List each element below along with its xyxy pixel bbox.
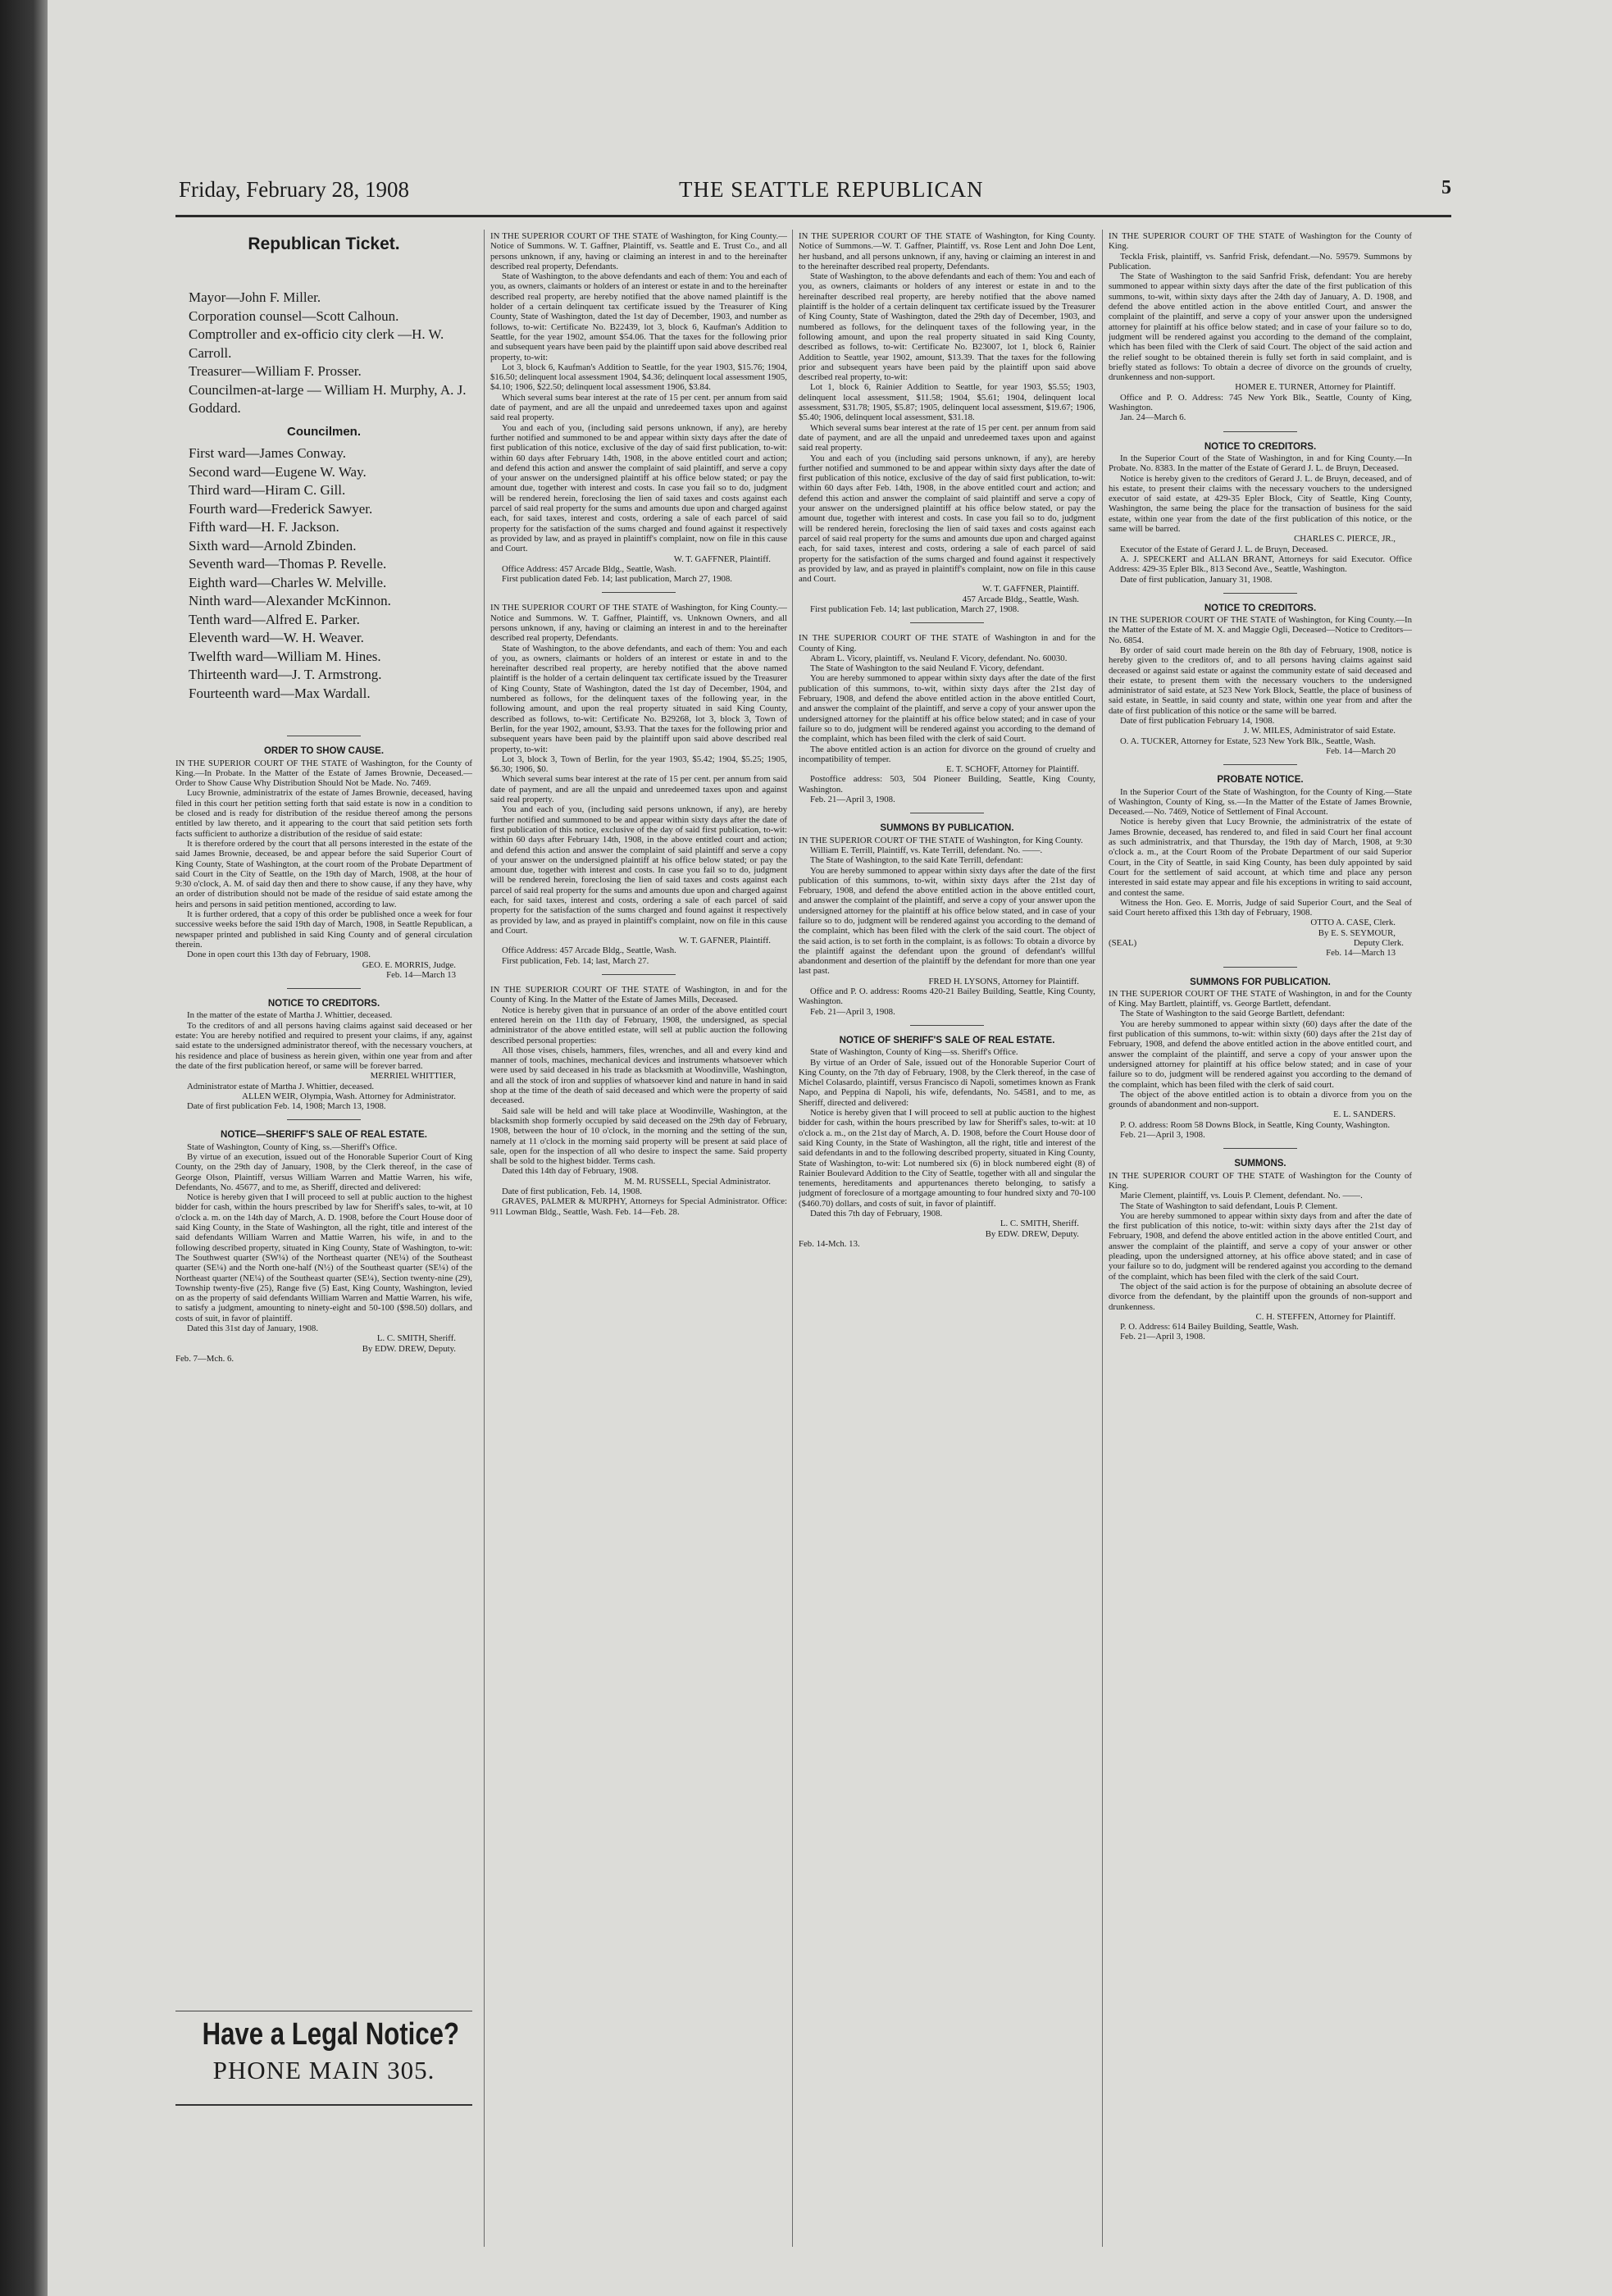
notice-paragraph: The State of Washington to said defendant, Louis P. Clement. — [1120, 1200, 1338, 1211]
ticket-line: Mayor—John F. Miller. — [189, 289, 321, 306]
notice-paragraph: You are hereby summoned to appear within sixty (60) days after the date of the first publication of this summons, to-wit: within sixty (60) days after the 21st day of February, 1908, and defend the above entitled action in the above entitled court, and answer the complaint of the plaintiff, and serve a copy of your answer upon the undersigned attorney for plaintiff at his office below stated; and in case of your failure so to do, judgment will be rendered against you according to the demand of the complaint, which has been filed with the clerk of said court. — [1109, 1018, 1412, 1090]
notice-signature-detail: Administrator estate of Martha J. Whittier, deceased. — [187, 1081, 375, 1091]
notice-heading: NOTICE OF SHERIFF'S SALE OF REAL ESTATE. — [839, 1035, 1055, 1046]
notice-attorney: O. A. TUCKER, Attorney for Estate, 523 New York Blk., Seattle, Wash. — [1120, 736, 1376, 746]
legal-notice — [175, 1142, 472, 1364]
legal-notice — [490, 231, 787, 584]
notice-paragraph: Dated this 14th day of February, 1908. — [502, 1166, 639, 1177]
legal-notice — [175, 758, 472, 981]
notice-heading: SUMMONS. — [1234, 1159, 1286, 1169]
notice-paragraph: You and each of you, (including said persons unknown, if any), are hereby further notified and summoned to be and appear within sixty days after the date of first publication of this notice, exclusive of the day of said first publication, to-wit: within 60 days after February 14th, 1908, in the above entitled court and action; and defend this action and answer the complaint of said plaintiff and serve a copy of your answer on the undersigned plaintiff at his office below stated; or pay the amount due, together with interest and costs. In case you fail so to do, judgment will be rendered herein, foreclosing the lien of said taxes and costs against each parcel of said real property for the sums and amounts due upon and charged against each, for said taxes, interest and costs, ordering a sale of each parcel of said property for the satisfaction of the sums charged and found against it respectively as provided by law, and as prayed in plaintiff's complaint, now on file in this cause and Court. — [490, 804, 787, 936]
notice-paragraph: You are hereby summoned to appear within sixty days after the date of the first publication of this summons, to-wit, within sixty days after the 21st day of February, 1908, and defend the above entitled action in the above entitled court, and answer the complaint of the plaintiff, and serve a copy of your answer upon the undersigned attorney for the plaintiff at his office below stated, and in case of your failure so to do, judgment will be rendered against you according to the demand of the complaint, which has been filed with the clerk of the said court. The object of the said action, is to set forth in the complaint, is as follows: To obtain a divorce by the plaintiff against the defendant upon the ground of defendant's willful abandonment and desertion of the plaintiff by the defendant for more than one year last past. — [799, 865, 1095, 977]
notice-paragraph: IN THE SUPERIOR COURT OF THE STATE of Washington, for King County.—Notice of Summons. W. T. Gaffner, Plaintiff, vs. Seattle and E. Trust Co., and all persons unknown, if any, having or claiming an interest in and to the hereinafter described real property, Defendants. — [490, 231, 787, 271]
notice-dates: Feb. 14-Mch. 13. — [799, 1238, 860, 1249]
notice-paragraph: By order of said court made herein on the 8th day of February, 1908, notice is hereby given to the creditors of, and to all persons having claims against said deceased or against said estate or against the community estate of said deceased and their estate, to present them with the necessary vouchers to the undersigned administrator of said estate, at 523 New York Block, Seattle, the place of business of said estate, in Seattle, in said county and state, within one year from and after the date of first publication of this notice or the same will be barred. — [1109, 645, 1412, 716]
column-4 — [1109, 231, 1412, 2273]
notice-paragraph: IN THE SUPERIOR COURT OF THE STATE of Washington, for King County.—In the Matter of the Estate of M. X. and Maggie Ogli, Deceased—Notice to Creditors—No. 6854. — [1109, 615, 1412, 645]
notice-paragraph: IN THE SUPERIOR COURT OF THE STATE of Washington, in and for the County of King. May Bartlett, plaintiff, vs. George Bartlett, defendant. — [1109, 988, 1412, 1009]
notice-paragraph: Lucy Brownie, administratrix of the estate of James Brownie, deceased, having filed in this court her petition setting forth that said estate is now in a condition to be closed and is ready for distribution of the residue thereof among the persons entitled by law thereto, and it appearing to the court that said petition sets forth facts sufficient to authorize a distribution of the residue of said estate: — [175, 788, 472, 839]
notice-dates: First publication, Feb. 14; last, March 27. — [502, 955, 649, 966]
ad-headline: Have a Legal Notice? — [202, 2017, 460, 2052]
notice-paragraph: Witness the Hon. Geo. E. Morris, Judge of said Superior Court, and the Seal of said Court hereto affixed this 13th day of February, 1908. — [1109, 897, 1412, 918]
notice-heading: NOTICE TO CREDITORS. — [267, 999, 380, 1009]
notice-paragraph: State of Washington, County of King, ss.—Sheriff's Office. — [187, 1141, 398, 1152]
notice-signature: GEO. E. MORRIS, Judge. — [362, 959, 456, 970]
ticket-heading: Republican Ticket. — [248, 235, 400, 253]
notice-signature: HOMER E. TURNER, Attorney for Plaintiff. — [1235, 382, 1396, 393]
ward-line: Eighth ward—Charles W. Melville. — [189, 574, 387, 590]
legal-notice — [175, 1010, 472, 1111]
notice-heading: SUMMONS BY PUBLICATION. — [880, 823, 1014, 834]
ward-line: Eleventh ward—W. H. Weaver. — [189, 630, 364, 646]
notice-paragraph: The State of Washington to the said George Bartlett, defendant: — [1120, 1009, 1345, 1019]
ward-line: Second ward—Eugene W. Way. — [189, 463, 367, 480]
notice-paragraph: State of Washington, to the above defendants, and each of them: You and each of you, as owners, claimants or holders of an interest or estate in and to the hereinafter described real property, are hereby notified that the above named plaintiff is the holder of a certain delinquent tax certificate issued by the Treasurer of King County, State of Washington, dated the 1st day of December, 1904, and numbered as follows, for the delinquent taxes of the following year, in the following amount, and upon the real property situated in said King County, described as follows, to-wit: Certificate No. B29268, lot 3, block 3, Town of Berlin, for the year 1902, amount, $3.93. That the taxes for the following prior and subsequent years have been paid by the plaintiff upon said above described real property, to-wit: — [490, 643, 787, 754]
notice-paragraph: Lot 3, block 6, Kaufman's Addition to Seattle, for the year 1903, $15.76; 1904, $16.50; delinquent local assessment 1904, $4.36; delinquent local assessment 1905, $4.10; 1906, $22.50; delinquent local assessment 1906, $3.84. — [490, 362, 787, 393]
notice-paragraph: William E. Terrill, Plaintiff, vs. Kate Terrill, defendant. No. ——. — [810, 845, 1043, 855]
book-spine-shadow — [0, 0, 48, 2296]
notice-signature: C. H. STEFFEN, Attorney for Plaintiff. — [1255, 1311, 1396, 1322]
notice-paragraph: IN THE SUPERIOR COURT OF THE STATE of Washington, in and for the County of King. In the Matter of the Estate of James Mills, Deceased. — [490, 985, 787, 1005]
notice-dates: Feb. 14—March 13 — [1326, 948, 1396, 959]
notice-signature: By EDW. DREW, Deputy. — [985, 1228, 1079, 1239]
notice-address: Office and P. O. Address: 745 New York Blk., Seattle, County of King, Washington. — [1109, 392, 1412, 413]
notice-paragraph: IN THE SUPERIOR COURT OF THE STATE of Washington, for King County. Notice of Summons.—W. T. Gaffner, Plaintiff, vs. Rose Lent and John Doe Lent, her husband, and all persons unknown, if any, having or claiming an interest in and to the hereinafter described real property, Defendants. — [799, 231, 1095, 271]
notice-paragraph: Notice is hereby given that Lucy Brownie, the administratrix of the estate of James Brownie, deceased, has rendered to, and filed in said Court her final account as such administratrix, and that Thursday, the 19th day of March, 1908, at 9:30 o'clock a. m., at the Court Room of the Probate Department of our said Superior Court, in the City of Seattle, in said King County, has been duly appointed by said Court for the settlement of said account, at which time and place any person interested in said estate may appear and file his exceptions in writing to said account, and contest the same. — [1109, 817, 1412, 898]
notice-paragraph: Which several sums bear interest at the rate of 15 per cent. per annum from said date of payment, and are all the unpaid and unredeemed taxes upon and against said real property. — [799, 422, 1095, 453]
notice-dates: First publication Feb. 14; last publication, March 27, 1908. — [810, 604, 1019, 614]
notice-paragraph: State of Washington, County of King—ss. Sheriff's Office. — [810, 1047, 1018, 1058]
notice-signature: E. T. SCHOFF, Attorney for Plaintiff. — [946, 764, 1079, 775]
ward-line: Fifth ward—H. F. Jackson. — [189, 519, 339, 535]
notice-paragraph: IN THE SUPERIOR COURT OF THE STATE of Washington, for the County of King.—In Probate. In the Matter of the Estate of James Brownie, Deceased.—Order to Show Cause Why Distribution Should Not be Made. No. 7469. — [175, 758, 472, 789]
notice-paragraph: IN THE SUPERIOR COURT OF THE STATE of Washington, for King County. — [799, 835, 1083, 845]
ticket-line: Corporation counsel—Scott Calhoun. — [189, 308, 399, 324]
notice-paragraph: Notice is hereby given to the creditors of Gerard J. L. de Bruyn, deceased, and of his estate, to present their claims with the necessary vouchers to the undersigned executor of said estate, at 429-35 Epler Block, City of Seattle, King County, Washington, the same being the place for the transaction of business for the said estate, within one year from the date of the first publication of this notice, or the same will be barred. — [1109, 473, 1412, 535]
seal-label: (SEAL) — [1109, 938, 1137, 948]
ward-line: Twelfth ward—William M. Hines. — [189, 648, 381, 664]
notice-dates: Feb. 14—March 20 — [1326, 745, 1396, 756]
notice-paragraph: It is further ordered, that a copy of this order be published once a week for four successive weeks before the said 19th day of March, 1908, in Seattle Republican, a newspaper printed and published in said King County and of general circulation therein. — [175, 909, 472, 950]
ward-line: Fourteenth ward—Max Wardall. — [189, 685, 371, 701]
separator — [1223, 431, 1297, 432]
separator — [1223, 593, 1297, 594]
notice-dates: Date of first publication Feb. 14, 1908; March 13, 1908. — [187, 1101, 386, 1112]
legal-notice — [799, 1047, 1095, 1249]
notice-paragraph: Notice is hereby given that I will proceed to sell at public auction to the highest bidder for cash, within the hours prescribed by law for Sheriff's sales, to-wit: at 10 o'clock a. m., on the 21st day of March, A. D. 1908, before the Court House door of said King County, in the State of Washington, all the right, title and interest of the said defendants in and to the following described property, situated in King County, State of Washington, to-wit: Lot numbered six (6) in block numbered eight (8) of Rainier Boulevard Addition to the City of Seattle, together with all and singular the tenements, hereditaments and appurtenances thereto belonging, to satisfy a judgment of foreclosure of a mortgage amounting to four hundred sixty and 70-100 ($460.70) dollars, and costs of suit, in favor of plaintiff. — [799, 1108, 1095, 1209]
notice-paragraph: State of Washington, to the above defendants and each of them: You and each of you, as owners, claimants or holders of any interest or estate in and to the hereinafter described real property, are hereby notified that the above named plaintiff is the holder of a certain delinquent tax certificate issued by the Treasurer of King County, State of Washington, dated the 29th day of December, 1903, and numbered as follows, for the delinquent taxes of the following year, in the following amount, and upon the real property situated in said King County, described as follows, to-wit: Certificate No. B23007, lot 1, block 6, Rainier Addition to Seattle, year 1902, amount, $13.39. That the taxes for the following prior and subsequent years have been paid by the plaintiff upon said above described real property, to-wit: — [799, 271, 1095, 383]
legal-notice — [490, 985, 787, 1217]
ward-line: Thirteenth ward—J. T. Armstrong. — [189, 667, 382, 683]
notice-paragraph: The State of Washington to the said Sanfrid Frisk, defendant: You are hereby summoned to appear within sixty days after the date of the first publication of this summons, to-wit, within sixty days after the 24th day of January, A. D. 1908, and defend the above entitled action in the above entitled Court, and answer the complaint of the plaintiff, and serve a copy of your answer upon the undersigned attorney for plaintiff at his office below stated; and in case of your failure so to do, judgment will be rendered against you according to the demand of the complaint, which has been filed with the Clerk of said Court. The object of the said action and the relief sought to be obtained therein is fully set forth in said complaint, and is briefly stated as follows: To obtain a decree of divorce on the grounds of cruelty, drunkenness and non-support. — [1109, 271, 1412, 383]
notice-paragraph: IN THE SUPERIOR COURT OF THE STATE of Washington for the County of King. — [1109, 231, 1412, 252]
legal-notice-ad — [175, 2017, 472, 2107]
ward-line: First ward—James Conway. — [189, 445, 347, 462]
notice-paragraph: Lot 1, block 6, Rainier Addition to Seattle, for year 1903, $5.55; 1903, delinquent local assessment, $11.58; 1904, $5.61; 1904, delinquent local assessment, $31.78; 1905, $5.87; 1905, delinquent local assessment, $19.67; 1906, $5.40; 1906, delinquent local assessment, $31.18. — [799, 382, 1095, 423]
legal-notice — [1109, 615, 1412, 756]
republican-ticket — [175, 289, 472, 703]
legal-notice — [799, 836, 1095, 1017]
notice-paragraph: State of Washington, to the above defendants and each of them: You and each of you, as owners, claimants or holders of an interest or estate in and to the hereinafter described real property, are hereby notified that the above named plaintiff is the holder of a certain delinquent tax certificate issued by the Treasurer of King County, State of Washington, dated the 1st day of December, 1903, and number as follows, to-wit: Certificate No. B22439, lot 3, block 6, Kaufman's Addition to Seattle, for the year 1902, amount $54.06. That the taxes for the following prior and subsequent years have been paid by the plaintiff upon said above described real property, to-wit: — [490, 271, 787, 362]
ward-line: Third ward—Hiram C. Gill. — [189, 482, 346, 499]
legal-notice — [490, 603, 787, 966]
separator — [1223, 1148, 1297, 1149]
notice-paragraph: IN THE SUPERIOR COURT OF THE STATE of Washington in and for the County of King. — [799, 633, 1095, 654]
ticket-line: Councilmen-at-large — William H. Murphy, A. J. Goddard. — [189, 381, 467, 417]
notice-address: P. O. Address: 614 Bailey Building, Seattle, Wash. — [1120, 1322, 1299, 1332]
notice-paragraph: The State of Washington, to the said Kate Terrill, defendant: — [810, 855, 1023, 866]
notice-signature: By EDW. DREW, Deputy. — [362, 1343, 456, 1354]
page-number: 5 — [1441, 177, 1451, 198]
notice-dates: Date of first publication, January 31, 1908. — [1120, 574, 1273, 585]
notice-paragraph: You are hereby summoned to appear within sixty days after the date of the first publication of this summons, to-wit, within sixty days after the 21st day of February, 1908, and defend the above entitled action in the above entitled Court, and answer the complaint of the plaintiff, and serve a copy of your answer upon the undersigned attorney for the plaintiff at his office below stated; and in case of your failure so to do, judgment will be rendered against you according to the demand of the complaint, which has been filed with the clerk of said Court. — [799, 673, 1095, 745]
ward-line: Ninth ward—Alexander McKinnon. — [189, 593, 391, 609]
notice-signature: W. T. GAFNER, Plaintiff. — [678, 936, 771, 946]
notice-paragraph: The above entitled action is an action for divorce on the ground of cruelty and incompatibility of temper. — [799, 744, 1095, 764]
column-rule — [484, 230, 485, 2247]
separator — [910, 1025, 984, 1026]
notice-paragraph: Dated this 31st day of January, 1908. — [187, 1323, 319, 1334]
notice-paragraph: The State of Washington to the said Neuland F. Vicory, defendant. — [810, 663, 1045, 674]
ad-phone: PHONE MAIN 305. — [212, 2056, 435, 2084]
councilmen-heading: Councilmen. — [286, 424, 361, 439]
notice-signature: W. T. GAFFNER, Plaintiff. — [981, 584, 1079, 594]
ticket-line: Treasurer—William F. Prosser. — [189, 363, 362, 380]
column-3 — [799, 231, 1095, 2273]
notice-paragraph: By virtue of an Order of Sale, issued out of the Honorable Superior Court of King County, on the 7th day of February, 1908, by the Clerk thereof, in the case of Michel Colasardo, plaintiff, versus Francisco di Napoli, sometimes known as Frank Napo, and Peppina di Napoli, his wife, defendants, No. 54581, and to me, as Sheriff, directed and delivered: — [799, 1057, 1095, 1108]
legal-notice — [1109, 231, 1412, 423]
notice-paragraph: You are hereby summoned to appear within sixty days from and after the date of the first publication of this notice, to-wit: within sixty days after the 21st day of February, 1908, and defend the above entitled action in the above entitled Court, and answer the complaint of the plaintiff, and serve a copy of your answer or other pleading, upon the undersigned attorney, at his office above stated; and in case of your failure so to do, judgment will be rendered against you according to the demand of the complaint, which has been filed with the clerk of the said Court. — [1109, 1210, 1412, 1282]
legal-notice — [799, 633, 1095, 804]
notice-paragraph: Said sale will be held and will take place at Woodinville, Washington, at the blacksmith shop formerly occupied by said deceased on the 29th day of February, 1908, between the hour of 10 o'clock, in the morning and the setting of the sun, namely at 11 o'clock in the morning said property will be present at said place of sale, open for the inspection of all who desire to inspect the same. Said property shall be sold to the highest bidder. Terms cash. — [490, 1105, 787, 1167]
legal-notice — [1109, 787, 1412, 959]
notice-dates: Feb. 21—April 3, 1908. — [1120, 1130, 1205, 1141]
notice-paragraph: Done in open court this 13th day of February, 1908. — [187, 950, 371, 960]
legal-notice — [1109, 453, 1412, 585]
notice-heading: NOTICE TO CREDITORS. — [1204, 441, 1317, 452]
notice-paragraph: Date of first publication February 14, 1908. — [1120, 716, 1275, 727]
notice-dates: Jan. 24—March 6. — [1120, 412, 1186, 423]
newspaper-title: THE SEATTLE REPUBLICAN — [679, 177, 984, 202]
notice-paragraph: In the Superior Court of the State of Washington, in and for King County.—In Probate. No. 8383. In the matter of the Estate of Gerard J. L. de Bruyn, Deceased. — [1109, 453, 1412, 474]
notice-address: Postoffice address: 503, 504 Pioneer Building, Seattle, King County, Washington. — [799, 774, 1095, 795]
notice-paragraph: The object of the above entitled action is to obtain a divorce from you on the grounds of abandonment and non-support. — [1109, 1089, 1412, 1110]
notice-heading: NOTICE TO CREDITORS. — [1204, 603, 1317, 613]
notice-paragraph: Abram L. Vicory, plaintiff, vs. Neuland F. Vicory, defendant. No. 60030. — [810, 653, 1068, 663]
notice-attorney: ALLEN WEIR, Olympia, Wash. Attorney for Administrator. — [242, 1091, 456, 1101]
notice-paragraph: By virtue of an execution, issued out of the Honorable Superior Court of King County, on the 29th day of January, 1908, by the Clerk thereof, in the case of George Olson, Plaintiff, versus William Warren and Mattie Warren, his wife, Defendants, No. 45677, and to me, as Sheriff, directed and delivered: — [175, 1151, 472, 1192]
notice-address: 457 Arcade Bldg., Seattle, Wash. — [962, 594, 1079, 604]
notice-signature: CHARLES C. PIERCE, JR., — [1294, 534, 1396, 544]
notice-attorney: A. J. SPECKERT and ALLAN BRANT, Attorneys for said Executor. Office Address: 429-35 Epler Blk., 813 Second Ave., Seattle, Washington. — [1109, 554, 1412, 575]
separator — [602, 592, 676, 593]
notice-dates: First publication dated Feb. 14; last publication, March 27, 1908. — [502, 574, 732, 585]
notice-paragraph: It is therefore ordered by the court that all persons interested in the estate of the said James Brownie, deceased, be and appear before the said Superior Court of King County, State of Washington, at the court room of the Probate Department of said Court in the City of Seattle, on the 19th day of March, 1908, at the hour of 9:30 o'clock, A. M. of said day then and there to show cause, if any they have, why an order of distribution should not be made of the residue of said estate among the heirs and persons in said petition mentioned, according to law. — [175, 838, 472, 909]
page-header — [179, 177, 1451, 210]
notice-signature: OTTO A. CASE, Clerk. — [1310, 918, 1396, 928]
notice-dates: Feb. 7—Mch. 6. — [175, 1353, 235, 1364]
notice-signature: J. W. MILES, Administrator of said Estate. — [1243, 726, 1396, 736]
notice-paragraph: You and each of you (including said persons unknown, if any), are hereby further notified and summoned to be and appear within sixty days after the date of first publication of this notice, exclusive of the day of said first publication, to-wit: within 60 days after Feb. 14th, 1908, in the above entitled court and action; and defend this action and answer the complaint of said plaintiff and serve a copy of your answer on the undersigned plaintiff at his office below stated, or pay the amount due, together with interest and costs. In case you fail so to do, judgment will be rendered herein, foreclosing the lien of said taxes and costs against each parcel of said real property for the sums and amounts due upon and charged against each, for said taxes, interest and costs, ordering a sale of each parcel of said property for the satisfaction of the sums charged and found against it respectively as provided by law, and as prayed in plaintiff's complaint, now on file in this cause and Court. — [799, 453, 1095, 585]
notice-paragraph: In the Superior Court of the State of Washington, for the County of King.—State of Washington, County of King, ss.—In the Matter of the Estate of James Brownie, Deceased.—No. 7469, Notice of Settlement of Final Account. — [1109, 786, 1412, 818]
notice-signature: MERRIEL WHITTIER, — [370, 1071, 456, 1082]
notice-signature: FRED H. LYSONS, Attorney for Plaintiff. — [928, 976, 1079, 986]
notice-attorney: GRAVES, PALMER & MURPHY, Attorneys for Special Administrator. Office: 911 Lowman Bldg., Seattle, Wash. Feb. 14—Feb. 28. — [490, 1196, 787, 1217]
notice-paragraph: IN THE SUPERIOR COURT OF THE STATE of Washington, for King County.—Notice and Summons. W. T. Gaffner, Plaintiff, vs. Unknown Owners, and all persons unknown, if any, having or claiming an interest in and to the hereinafter described real property, Defendants. — [490, 603, 787, 644]
notice-paragraph: Which several sums bear interest at the rate of 15 per cent. per annum from said date of payment, and are all the unpaid and unredeemed taxes upon and against said real property. — [490, 392, 787, 423]
notice-dates: Feb. 21—April 3, 1908. — [810, 795, 895, 805]
notice-address: Office and P. O. address: Rooms 420-21 Bailey Building, Seattle, King County, Washington. — [799, 986, 1095, 1007]
notice-dates: Feb. 14—March 13 — [386, 969, 456, 980]
notice-signature-detail: Executor of the Estate of Gerard J. L. de Bruyn, Deceased. — [1120, 544, 1328, 554]
ticket-line: Comptroller and ex-officio city clerk —H. W. Carroll. — [189, 326, 444, 361]
notice-heading: ORDER TO SHOW CAUSE. — [263, 746, 385, 757]
column-2 — [490, 231, 787, 2273]
notice-paragraph: Notice is hereby given that I will proceed to sell at public auction to the highest bidder for cash, within the hours prescribed by law for Sheriff's sales, to-wit, at 10 o'clock a. m. on the 14th day of March, A. D. 1908, before the Court House door of said King County, in the State of Washington, all the right, title and interest of the said defendants William Warren and Mattie Warren, his wife, in and to the following described property, situated in King County, State of Washington, to-wit: The Southwest quarter (SW¼) of the Northeast quarter (NE¼) of the Southeast quarter (SE¼) and the North one-half (N½) of the Southeast quarter (SE¼) of the Northeast quarter (NE¼) of the Southeast quarter (SE¼), Section twenty-nine (29), Township twenty-five (25), Range five (5) East, King County, Washington, levied on as the property of said defendants William Warren and Mattie Warren, his wife, to satisfy a judgment, amounting to ninety-eight and 50-100 ($98.50) dollars, and costs of suit, in favor of plaintiff. — [175, 1192, 472, 1323]
separator — [1223, 764, 1297, 765]
notice-paragraph: Notice is hereby given that in pursuance of an order of the above entitled court entered herein on the 11th day of February, 1908, the undersigned, as special administrator of the above entitled estate, will sell at public auction the following described personal properties: — [490, 1004, 787, 1046]
notice-heading: SUMMONS FOR PUBLICATION. — [1190, 977, 1331, 987]
notice-address: Office Address: 457 Arcade Bldg., Seattle, Wash. — [502, 945, 676, 956]
separator — [602, 974, 676, 975]
notice-paragraph: IN THE SUPERIOR COURT OF THE STATE of Washington for the County of King. — [1109, 1170, 1412, 1191]
ward-line: Sixth ward—Arnold Zbinden. — [189, 537, 357, 554]
column-1 — [175, 231, 472, 2002]
court-seal — [1109, 938, 1412, 948]
ward-line: Fourth ward—Frederick Sawyer. — [189, 500, 373, 517]
notice-paragraph: Which several sums bear interest at the rate of 15 per cent. per annum from said date of payment, and are all the unpaid and unredeemed taxes upon and against said real property. — [490, 774, 787, 805]
notice-signature: L. C. SMITH, Sheriff. — [376, 1333, 456, 1344]
legal-notice — [799, 231, 1095, 614]
notice-paragraph: You and each of you, (including said persons unknown, if any), are hereby further notified and summoned to be and appear within sixty days after the date of first publication of this notice, exclusive of the day of said first publication, to-wit: within 60 days after February 14th, 1908, in the above entitled court and action; and defend this action and answer the complaint of said plaintiff, and serve a copy of your answer on the undersigned plaintiff at his office below stated; or pay the amount due, together with interest and costs. In case you fail so to do, judgment will be rendered herein, foreclosing the lien of said taxes and costs against each parcel of said real property for the sums and amounts due upon and charged against each, for said taxes, interest and costs, ordering a sale of each parcel of said property for the satisfaction of the sums charged and found against it respectively as provided by law, and as prayed in plaintiff's complaint, now on file in this cause and Court. — [490, 422, 787, 554]
notice-dates: Date of first publication, Feb. 14, 1908. — [502, 1187, 642, 1197]
separator — [1223, 967, 1297, 968]
notice-address: P. O. address: Room 58 Downs Block, in Seattle, King County, Washington. — [1120, 1119, 1391, 1130]
separator — [287, 1119, 361, 1120]
notice-paragraph: Dated this 7th day of February, 1908. — [810, 1209, 943, 1219]
notice-signature: L. C. SMITH, Sheriff. — [1000, 1219, 1079, 1229]
legal-notice — [1109, 989, 1412, 1140]
notice-paragraph: All those vises, chisels, hammers, files, wrenches, and all and every kind and manner of tools, machines, mechanical devices and instruments whatsoever which were used by said deceased in his trade as blacksmith at Woodinville, Washington, and all the stock of iron and supplies of whatsoever kind and nature in hand in said shop at the time of the death of said deceased and which were the property of said deceased. — [490, 1045, 787, 1106]
notice-heading: NOTICE—SHERIFF'S SALE OF REAL ESTATE. — [221, 1130, 427, 1141]
notice-paragraph: Lot 3, block 3, Town of Berlin, for the year 1903, $5.42; 1904, $5.25; 1905, $6.30; 1906, $0. — [490, 754, 787, 775]
ward-line: Tenth ward—Alfred E. Parker. — [189, 611, 360, 627]
column-rule — [792, 230, 793, 2247]
separator — [910, 622, 984, 623]
notice-address: Office Address: 457 Arcade Bldg., Seattle, Wash. — [502, 563, 676, 574]
notice-signature: M. M. RUSSELL, Special Administrator. — [624, 1176, 771, 1187]
header-rule — [175, 215, 1451, 217]
notice-dates: Feb. 21—April 3, 1908. — [810, 1006, 895, 1017]
issue-date: Friday, February 28, 1908 — [179, 177, 409, 202]
notice-dates: Feb. 21—April 3, 1908. — [1120, 1332, 1205, 1342]
notice-paragraph: Teckla Frisk, plaintiff, vs. Sanfrid Frisk, defendant.—No. 59579. Summons by Publication. — [1109, 251, 1412, 271]
notice-signature: W. T. GAFFNER, Plaintiff. — [673, 554, 771, 564]
deputy-clerk-label: Deputy Clerk. — [1353, 938, 1404, 948]
notice-signature: By E. S. SEYMOUR, — [1318, 927, 1396, 938]
notice-paragraph: The object of the said action is for the purpose of obtaining an absolute decree of divorce from the defendant, by the plaintiff upon the grounds of non-support and drunkenness. — [1109, 1281, 1412, 1312]
ward-line: Seventh ward—Thomas P. Revelle. — [189, 556, 387, 572]
ad-rule — [175, 2104, 472, 2106]
notice-signature: E. L. SANDERS. — [1333, 1109, 1396, 1120]
notice-paragraph: Marie Clement, plaintiff, vs. Louis P. Clement, defendant. No. ——. — [1120, 1191, 1363, 1201]
notice-heading: PROBATE NOTICE. — [1217, 775, 1304, 786]
separator — [287, 988, 361, 989]
column-rule — [1102, 230, 1103, 2247]
notice-paragraph: In the matter of the estate of Martha J. Whittier, deceased. — [187, 1010, 393, 1021]
notice-paragraph: To the creditors of and all persons having claims against said deceased or her estate: You are hereby notified and required to present your claims, if any, against said estate to the undersigned administrator thereof, with the necessary vouchers, at his residence and place of business as herein given, within one year from and after the date of the first publication hereof, or same will be forever barred. — [175, 1020, 472, 1071]
legal-notice — [1109, 1171, 1412, 1342]
